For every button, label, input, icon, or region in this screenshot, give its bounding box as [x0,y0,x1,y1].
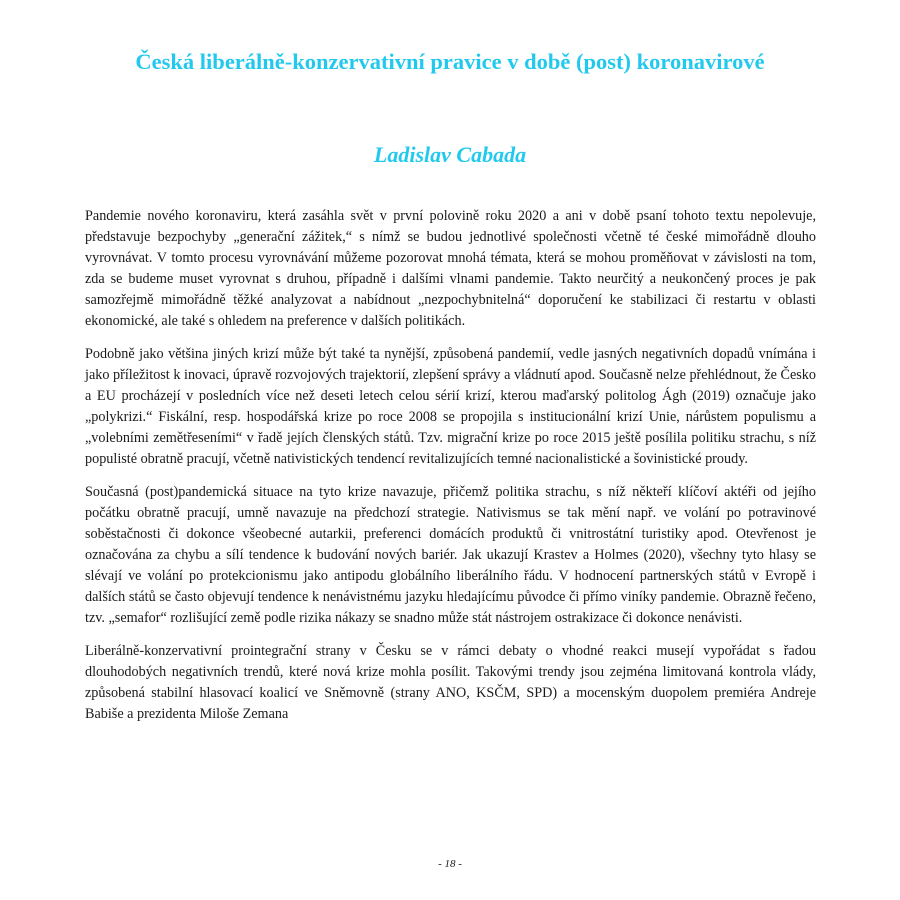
author-name: Ladislav Cabada [373,142,527,167]
page-number: - 18 - [438,858,462,870]
paragraph: Současná (post)pandemická situace na tyto krize navazuje, přičemž politika strachu, s níž někteří klíčoví aktéři od jejího počátku obratně pracují, umně navazuje na předchozí strategie. Nativismus se tak mění např. ve volání po potravinové soběstačnosti či dokonce všeobecné autarkii, preferenci domácích produktů či vnitrostátní turistiky apod. Otevřenost je označována za chybu a sílí tendence k budování nových bariér. Jak ukazují Krastev a Holmes (2020), všechny tyto hlasy se slévají ve volání po protekcionismu jako antipodu globálního liberálního řádu. V hodnocení partnerských států v Evropě i dalších států se často objevují tendence k nenávistnému jazyku hledajícímu původce či přímo viníky pandemie. Obrazně řečeno, tzv. „semafor“ rozlišující země podle rizika nákazy se snadno může stát nástrojem ostrakizace či dokonce nenávisti. [85,484,816,626]
body-text [85,206,816,737]
paragraph: Liberálně-konzervativní prointegrační strany v Česku se v rámci debaty o vhodné reakci musejí vypořádat s řadou dlouhodobých negativních trendů, které nová krize mohla posílit. Takovými trendy jsou zejména limitovaná kontrola vlády, způsobená stabilní hlasovací koalicí ve Sněmovně (strany ANO, KSČM, SPD) a mocenským duopolem premiéra Andreje Babiše a prezidenta Miloše Zemana [85,643,816,722]
paragraph: Pandemie nového koronaviru, která zasáhla svět v první polovině roku 2020 a ani v době psaní tohoto textu nepolevuje, představuje bezpochyby „generační zážitek,“ s nímž se budou jednotlivé společnosti včetně té české mimořádně dlouho vyrovnávat. V tomto procesu vyrovnávání můžeme pozorovat mnohá témata, která se mohou proměňovat v závislosti na tom, zda se budeme muset vyrovnat s druhou, případně i dalšími vlnami pandemie. Takto neurčitý a neukončený proces je pak samozřejmě mimořádně těžké analyzovat a nabídnout „nezpochybnitelná“ doporučení ke stabilizaci či restartu v oblasti ekonomické, ale také s ohledem na preference v dalších politikách. [85,208,816,329]
paragraph: Podobně jako většina jiných krizí může být také ta nynější, způsobená pandemií, vedle jasných negativních dopadů vnímána i jako příležitost k inovaci, úpravě rozvojových trajektorií, zlepšení správy a vládnutí apod. Současně nelze přehlédnout, že Česko a EU procházejí v posledních více než deseti letech celou sérií krizí, kterou maďarský politolog Ágh (2019) označuje jako „polykrizi.“ Fiskální, resp. hospodářská krize po roce 2008 se propojila s institucionální krizí Unie, nárůstem populismu a „volebními zemětřeseními“ v řadě jejích členských států. Tzv. migrační krize po roce 2015 ještě posílila politiku strachu, s níž populisté obratně pracují, včetně nativistických tendencí revitalizujících temné nacionalistické a šovinistické proudy. [85,346,816,467]
document-title: Česká liberálně-konzervativní pravice v době (post) koronavirové [135,49,765,74]
